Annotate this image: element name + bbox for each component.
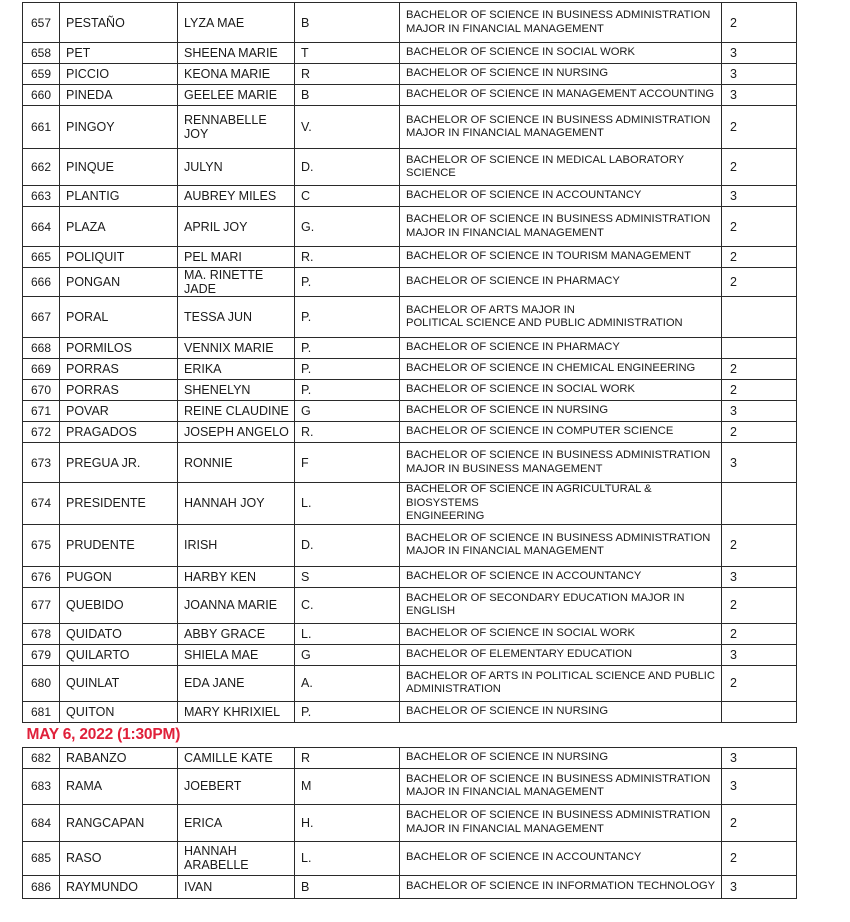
year-level-cell [722,701,797,722]
course-cell [400,443,722,483]
row-number-cell: 673 [23,443,60,483]
middle-initial-cell: G. [295,207,400,247]
last-name-cell: PUGON [60,566,178,587]
row-number-cell: 661 [23,106,60,149]
row-number-cell: 671 [23,401,60,422]
schedule-date-heading: MAY 6, 2022 (1:30PM) [26,725,181,743]
year-level-cell: 3 [722,566,797,587]
last-name-cell: PET [60,43,178,64]
course-line: BACHELOR OF SCIENCE IN SOCIAL WORK [406,626,635,639]
course-cell [400,359,722,380]
first-name-cell: KEONA MARIE [178,64,295,85]
year-level-cell: 3 [722,644,797,665]
last-name-cell: PINQUE [60,149,178,186]
course-cell [400,701,722,722]
last-name-cell: PREGUA JR. [60,443,178,483]
first-name-cell: JOEBERT [178,768,295,804]
last-name-cell: PINGOY [60,106,178,149]
course-cell [400,587,722,623]
year-level-cell: 3 [722,64,797,85]
course-line: BACHELOR OF SCIENCE IN BUSINESS ADMINISTRATION [406,809,711,821]
table-row [23,3,797,43]
table-row [23,875,797,898]
table-row [23,106,797,149]
course-line: ADMINISTRATION [406,683,501,695]
row-number-cell: 677 [23,587,60,623]
row-number-cell: 658 [23,43,60,64]
first-name-cell: ABBY GRACE [178,623,295,644]
table-row [23,186,797,207]
middle-initial-cell: L. [295,623,400,644]
table-row [23,338,797,359]
middle-initial-cell: V. [295,106,400,149]
course-line: MAJOR IN FINANCIAL MANAGEMENT [406,22,604,35]
course-cell [400,768,722,804]
last-name-cell: QUINLAT [60,665,178,701]
middle-initial-cell: C. [295,587,400,623]
course-cell [400,247,722,268]
year-level-cell: 2 [722,665,797,701]
course-cell [400,297,722,338]
course-cell [400,422,722,443]
table-row [23,297,797,338]
course-line: BACHELOR OF SCIENCE IN NURSING [406,750,609,763]
year-level-cell: 2 [722,207,797,247]
year-level-cell: 2 [722,3,797,43]
table-row [23,587,797,623]
year-level-cell: 3 [722,875,797,898]
year-level-cell: 2 [722,841,797,875]
middle-initial-cell: M [295,768,400,804]
course-line: BACHELOR OF SCIENCE IN ACCOUNTANCY [406,851,642,864]
year-level-cell: 2 [722,804,797,841]
course-line: BACHELOR OF SCIENCE IN AGRICULTURAL & BIOSYSTEMS [406,483,652,509]
first-name-line: ARABELLE [184,858,249,872]
middle-initial-cell: F [295,443,400,483]
course-line: BACHELOR OF SCIENCE IN NURSING [406,404,609,417]
last-name-cell: PESTAÑO [60,3,178,43]
course-cell [400,64,722,85]
course-line: BACHELOR OF SCIENCE IN BUSINESS ADMINISTRATION [406,113,711,126]
year-level-cell: 2 [722,422,797,443]
course-line: BACHELOR OF SCIENCE IN BUSINESS ADMINISTRATION [406,772,711,785]
course-line: BACHELOR OF SCIENCE IN PHARMACY [406,341,620,354]
course-cell [400,401,722,422]
row-number-cell: 682 [23,747,60,768]
last-name-cell: PORMILOS [60,338,178,359]
last-name-cell: RABANZO [60,747,178,768]
row-number-cell: 668 [23,338,60,359]
first-name-cell: PEL MARI [178,247,295,268]
row-number-cell: 679 [23,644,60,665]
course-cell [400,85,722,106]
last-name-cell: PLANTIG [60,186,178,207]
course-line: SCIENCE [406,167,456,179]
first-name-cell: REINE CLAUDINE [178,401,295,422]
course-line: BACHELOR OF SCIENCE IN PHARMACY [406,275,620,288]
year-level-cell: 3 [722,186,797,207]
year-level-cell: 3 [722,401,797,422]
middle-initial-cell: H. [295,804,400,841]
year-level-cell [722,483,797,525]
course-line: MAJOR IN FINANCIAL MANAGEMENT [406,786,604,798]
last-name-cell: POVAR [60,401,178,422]
course-line: POLITICAL SCIENCE AND PUBLIC ADMINISTRATION [406,317,683,329]
middle-initial-cell: P. [295,701,400,722]
row-number-cell: 683 [23,768,60,804]
table-row [23,64,797,85]
first-name-cell: IRISH [178,524,295,566]
course-line: BACHELOR OF SCIENCE IN NURSING [406,704,609,717]
course-cell [400,665,722,701]
course-line: BACHELOR OF SCIENCE IN SOCIAL WORK [406,383,635,396]
year-level-cell: 2 [722,524,797,566]
first-name-cell: EDA JANE [178,665,295,701]
first-name-cell: RONNIE [178,443,295,483]
middle-initial-cell: P. [295,380,400,401]
middle-initial-cell: T [295,43,400,64]
row-number-cell: 669 [23,359,60,380]
first-name-cell: SHIELA MAE [178,644,295,665]
last-name-cell: QUILARTO [60,644,178,665]
row-number-cell: 676 [23,566,60,587]
course-line: BACHELOR OF SCIENCE IN BUSINESS ADMINISTRATION [406,9,711,21]
course-line: MAJOR IN FINANCIAL MANAGEMENT [406,127,604,139]
course-cell [400,875,722,898]
table-row [23,359,797,380]
year-level-cell: 2 [722,106,797,149]
middle-initial-cell: G [295,644,400,665]
course-line: BACHELOR OF ARTS IN POLITICAL SCIENCE AND PUBLIC [406,669,715,682]
examinee-rows [23,3,797,899]
table-row [23,747,797,768]
course-line: MAJOR IN FINANCIAL MANAGEMENT [406,822,604,835]
table-row [23,768,797,804]
examinee-table [22,2,797,899]
row-number-cell: 684 [23,804,60,841]
course-cell [400,268,722,297]
year-level-cell: 3 [722,85,797,106]
row-number-cell: 660 [23,85,60,106]
course-cell [400,483,722,525]
middle-initial-cell: B [295,875,400,898]
first-name-cell: LYZA MAE [178,3,295,43]
first-name-cell: APRIL JOY [178,207,295,247]
year-level-cell: 2 [722,149,797,186]
row-number-cell: 670 [23,380,60,401]
course-cell [400,380,722,401]
first-name-cell: RENNABELLE JOY [178,106,295,149]
middle-initial-cell: A. [295,665,400,701]
table-row [23,401,797,422]
course-line: BACHELOR OF SCIENCE IN INFORMATION TECHNOLOGY [406,879,716,892]
course-line: BACHELOR OF SECONDARY EDUCATION MAJOR IN [406,591,685,604]
table-row [23,665,797,701]
middle-initial-cell: S [295,566,400,587]
year-level-cell: 3 [722,43,797,64]
schedule-separator-cell [23,722,797,747]
first-name-cell: ERIKA [178,359,295,380]
first-name-line: JADE [184,282,216,296]
year-level-cell: 2 [722,359,797,380]
last-name-cell: PRESIDENTE [60,483,178,525]
course-line: ENGLISH [406,605,456,617]
year-level-cell: 2 [722,268,797,297]
last-name-cell: RAYMUNDO [60,875,178,898]
middle-initial-cell: D. [295,149,400,186]
row-number-cell: 680 [23,665,60,701]
middle-initial-cell: C [295,186,400,207]
last-name-cell: QUEBIDO [60,587,178,623]
course-cell [400,566,722,587]
middle-initial-cell: P. [295,268,400,297]
course-cell [400,43,722,64]
year-level-cell: 2 [722,587,797,623]
course-line: ENGINEERING [406,510,485,522]
schedule-separator-row [23,722,797,747]
first-name-cell: GEELEE MARIE [178,85,295,106]
course-cell [400,338,722,359]
row-number-cell: 663 [23,186,60,207]
first-name-cell: JOANNA MARIE [178,587,295,623]
course-line: BACHELOR OF SCIENCE IN TOURISM MANAGEMENT [406,250,691,263]
first-name-cell: HARBY KEN [178,566,295,587]
row-number-cell: 672 [23,422,60,443]
course-line: BACHELOR OF SCIENCE IN COMPUTER SCIENCE [406,425,674,438]
course-line: BACHELOR OF SCIENCE IN BUSINESS ADMINISTRATION [406,213,711,225]
first-name-cell: JULYN [178,149,295,186]
course-cell [400,149,722,186]
first-name-cell: TESSA JUN [178,297,295,338]
table-row [23,43,797,64]
course-line: BACHELOR OF SCIENCE IN ACCOUNTANCY [406,569,642,582]
row-number-cell: 664 [23,207,60,247]
first-name-cell: SHENELYN [178,380,295,401]
last-name-cell: PLAZA [60,207,178,247]
last-name-cell: PRAGADOS [60,422,178,443]
last-name-cell: PORAL [60,297,178,338]
table-row [23,149,797,186]
course-cell [400,524,722,566]
row-number-cell: 665 [23,247,60,268]
last-name-cell: PORRAS [60,359,178,380]
middle-initial-cell: R. [295,247,400,268]
middle-initial-cell: P. [295,297,400,338]
first-name-cell [178,268,295,297]
year-level-cell: 3 [722,747,797,768]
table-row [23,524,797,566]
middle-initial-cell: P. [295,338,400,359]
course-cell [400,644,722,665]
year-level-cell [722,338,797,359]
row-number-cell: 659 [23,64,60,85]
first-name-line: HANNAH [184,844,237,858]
row-number-cell: 686 [23,875,60,898]
middle-initial-cell: D. [295,524,400,566]
year-level-cell: 2 [722,380,797,401]
course-line: BACHELOR OF SCIENCE IN MEDICAL LABORATORY [406,153,685,166]
year-level-cell: 2 [722,247,797,268]
course-line: MAJOR IN BUSINESS MANAGEMENT [406,462,603,475]
middle-initial-cell: L. [295,483,400,525]
course-line: BACHELOR OF SCIENCE IN NURSING [406,67,609,80]
last-name-cell: QUIDATO [60,623,178,644]
first-name-cell: ERICA [178,804,295,841]
course-cell [400,804,722,841]
course-line: BACHELOR OF SCIENCE IN SOCIAL WORK [406,46,635,59]
last-name-cell: QUITON [60,701,178,722]
last-name-cell: PINEDA [60,85,178,106]
middle-initial-cell: B [295,85,400,106]
middle-initial-cell: P. [295,359,400,380]
row-number-cell: 657 [23,3,60,43]
middle-initial-cell: R [295,747,400,768]
first-name-cell: JOSEPH ANGELO [178,422,295,443]
course-cell [400,106,722,149]
row-number-cell: 678 [23,623,60,644]
last-name-cell: PICCIO [60,64,178,85]
course-cell [400,747,722,768]
table-row [23,207,797,247]
table-row [23,85,797,106]
course-cell [400,207,722,247]
course-line: BACHELOR OF SCIENCE IN BUSINESS ADMINISTRATION [406,531,711,544]
table-row [23,268,797,297]
course-cell [400,186,722,207]
first-name-line: MA. RINETTE [184,268,264,282]
middle-initial-cell: L. [295,841,400,875]
course-line: BACHELOR OF SCIENCE IN BUSINESS ADMINISTRATION [406,449,711,461]
table-row [23,247,797,268]
row-number-cell: 685 [23,841,60,875]
course-cell [400,841,722,875]
table-row [23,380,797,401]
row-number-cell: 674 [23,483,60,525]
first-name-cell: MARY KHRIXIEL [178,701,295,722]
table-row [23,841,797,875]
row-number-cell: 666 [23,268,60,297]
course-line: BACHELOR OF SCIENCE IN ACCOUNTANCY [406,189,642,202]
last-name-cell: RAMA [60,768,178,804]
table-row [23,443,797,483]
last-name-cell: PONGAN [60,268,178,297]
year-level-cell: 2 [722,623,797,644]
table-row [23,422,797,443]
year-level-cell: 3 [722,443,797,483]
table-row [23,701,797,722]
first-name-cell [178,841,295,875]
table-row [23,483,797,525]
middle-initial-cell: R. [295,422,400,443]
last-name-cell: PORRAS [60,380,178,401]
examinee-list-sheet [22,2,796,899]
year-level-cell [722,297,797,338]
course-cell [400,623,722,644]
first-name-cell: AUBREY MILES [178,186,295,207]
first-name-cell: CAMILLE KATE [178,747,295,768]
first-name-cell: SHEENA MARIE [178,43,295,64]
last-name-cell: POLIQUIT [60,247,178,268]
course-line: BACHELOR OF ELEMENTARY EDUCATION [406,647,633,660]
middle-initial-cell: B [295,3,400,43]
last-name-cell: RANGCAPAN [60,804,178,841]
course-line: MAJOR IN FINANCIAL MANAGEMENT [406,545,604,557]
first-name-cell: IVAN [178,875,295,898]
course-cell [400,3,722,43]
table-row [23,804,797,841]
row-number-cell: 681 [23,701,60,722]
course-line: BACHELOR OF SCIENCE IN CHEMICAL ENGINEERING [406,362,696,375]
first-name-cell: HANNAH JOY [178,483,295,525]
last-name-cell: PRUDENTE [60,524,178,566]
row-number-cell: 675 [23,524,60,566]
middle-initial-cell: G [295,401,400,422]
table-row [23,623,797,644]
course-line: MAJOR IN FINANCIAL MANAGEMENT [406,226,604,239]
course-line: BACHELOR OF SCIENCE IN MANAGEMENT ACCOUNTING [406,88,715,101]
year-level-cell: 3 [722,768,797,804]
course-line: BACHELOR OF ARTS MAJOR IN [406,303,575,316]
last-name-cell: RASO [60,841,178,875]
table-row [23,566,797,587]
first-name-cell: VENNIX MARIE [178,338,295,359]
row-number-cell: 667 [23,297,60,338]
table-row [23,644,797,665]
middle-initial-cell: R [295,64,400,85]
row-number-cell: 662 [23,149,60,186]
